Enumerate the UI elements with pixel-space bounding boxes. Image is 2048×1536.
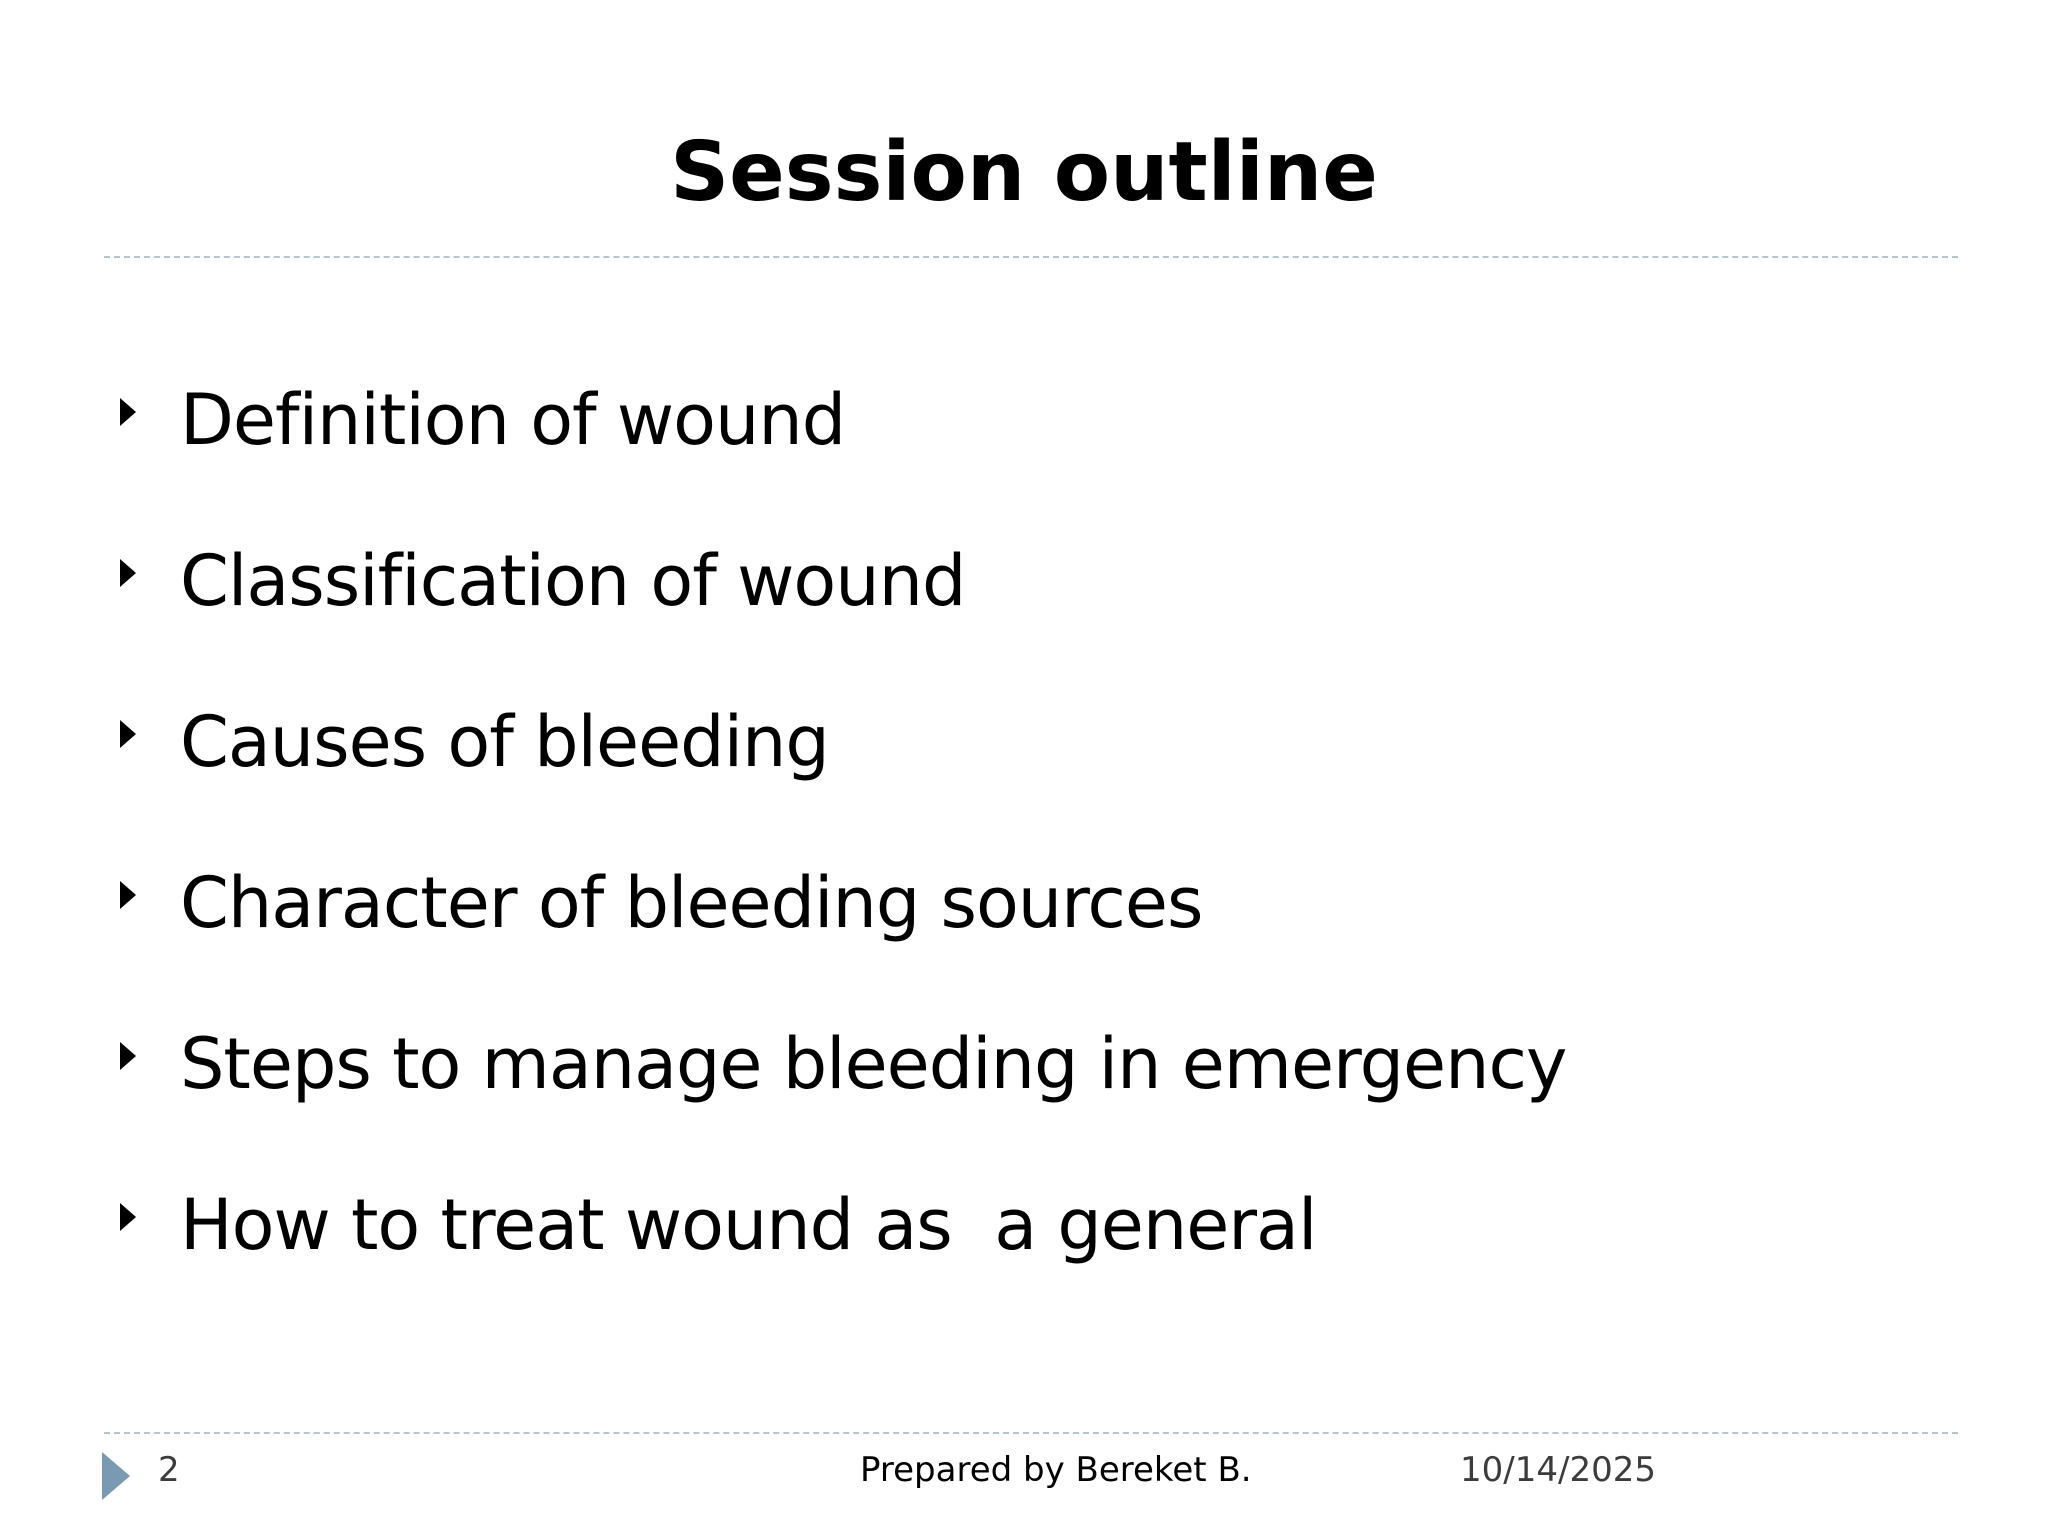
footer-triangle-icon xyxy=(102,1452,130,1500)
bullet-arrow-icon xyxy=(120,1042,136,1070)
bullet-item xyxy=(120,1014,1566,1114)
slide-title: Session outline xyxy=(670,125,1378,220)
bullet-text: Classification of wound xyxy=(180,540,966,622)
bullet-text: Steps to manage bleeding in emergency xyxy=(180,1023,1567,1105)
bullet-text: Definition of wound xyxy=(180,379,846,461)
bullet-item xyxy=(120,853,1202,953)
bullet-text: Causes of bleeding xyxy=(180,701,829,783)
bullet-item xyxy=(120,531,965,631)
bullet-arrow-icon xyxy=(120,398,136,426)
footer-date: 10/14/2025 xyxy=(1460,1450,1656,1490)
bullet-item xyxy=(120,692,829,792)
bullet-item xyxy=(120,1175,1316,1275)
footer-author: Prepared by Bereket B. xyxy=(860,1450,1252,1490)
bullet-text: Character of bleeding sources xyxy=(180,862,1203,944)
footer-divider xyxy=(104,1432,1958,1434)
bullet-arrow-icon xyxy=(120,881,136,909)
bullet-arrow-icon xyxy=(120,1203,136,1231)
bullet-arrow-icon xyxy=(120,720,136,748)
bullet-item xyxy=(120,370,845,470)
bullet-text: How to treat wound as a general xyxy=(180,1184,1317,1266)
page-number: 2 xyxy=(158,1450,180,1490)
bullet-arrow-icon xyxy=(120,559,136,587)
